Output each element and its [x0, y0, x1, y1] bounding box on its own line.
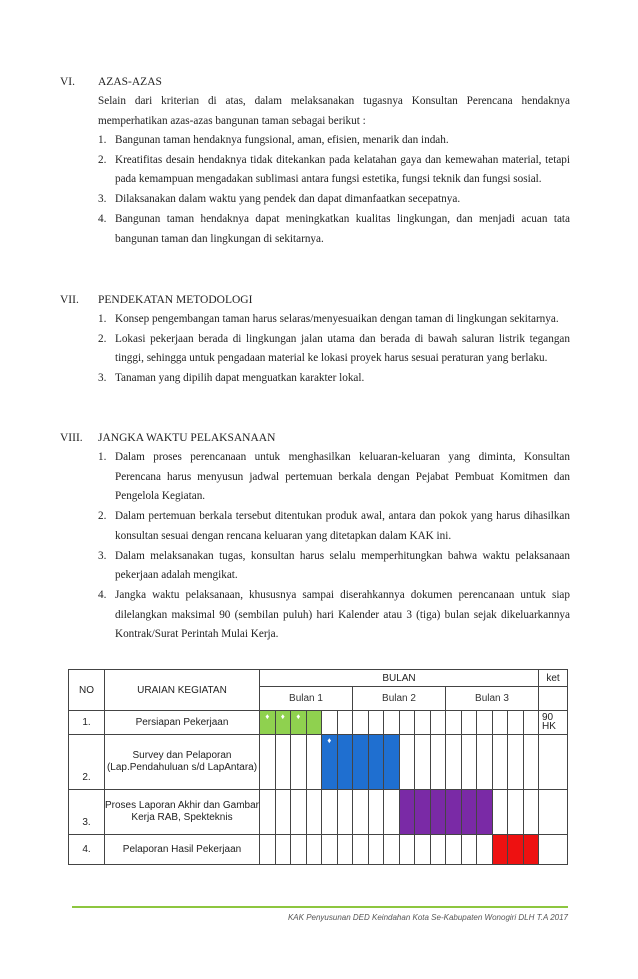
gantt-empty-cell	[291, 790, 307, 835]
gantt-empty-cell	[322, 790, 338, 835]
gantt-empty-cell	[415, 735, 431, 790]
gantt-empty-cell	[492, 790, 508, 835]
gantt-empty-cell	[430, 735, 446, 790]
azas-list	[98, 131, 570, 249]
gantt-empty-cell	[322, 835, 338, 865]
gantt-bar-cell	[399, 790, 415, 835]
gantt-empty-cell	[291, 735, 307, 790]
item-text: Bangunan taman hendaknya fungsional, aman, efisien, menarik dan indah.	[115, 134, 449, 146]
gantt-empty-cell	[446, 735, 462, 790]
gantt-empty-cell	[306, 735, 322, 790]
month-label: Bulan 1	[260, 687, 353, 711]
gantt-empty-cell	[368, 835, 384, 865]
list-item	[98, 448, 570, 507]
gantt-empty-cell	[368, 711, 384, 735]
jangka-waktu-list	[98, 448, 570, 645]
item-text: Jangka waktu pelaksanaan, khususnya sampai diserahkannya dokumen perencanaan untuk siap dilelangkan maksimal 90 (sembilan puluh) hari Kalender atau 3 (tiga) bulan sejak dikeluarkannya Kontrak/Surat Perintah Mulai Kerja.	[115, 588, 570, 641]
gantt-empty-cell	[492, 735, 508, 790]
gantt-bar-cell	[508, 835, 524, 865]
item-text: Bangunan taman hendaknya dapat meningkatkan kualitas lingkungan, dan menjadi acuan tata bangunan taman dan lingkungan di sekitarnya.	[115, 212, 570, 245]
schedule-row	[69, 790, 568, 835]
gantt-empty-cell	[477, 735, 493, 790]
schedule-table	[68, 669, 568, 865]
schedule-row	[69, 735, 568, 790]
item-text: Dalam proses perencanaan untuk menghasilkan keluaran-keluaran yang diminta, Konsultan Perencana harus menyusun jadwal pertemuan berkala dengan Pejabat Pembuat Komitmen dan Pengelola Kegiatan.	[115, 451, 570, 503]
list-item	[98, 190, 570, 210]
item-text: Kreatifitas desain hendaknya tidak ditekankan pada kelatahan gaya dan kemewahan material, tetapi pada kemampuan mengadakan sublimasi antara fungsi estetika, fungsi teknik dan fungsi sosial.	[115, 153, 570, 186]
month-label: Bulan 2	[353, 687, 446, 711]
month-label: Bulan 3	[446, 687, 539, 711]
section-pendekatan	[60, 290, 570, 389]
section-heading	[60, 290, 570, 310]
gantt-empty-cell	[523, 790, 539, 835]
section-title: JANGKA WAKTU PELAKSANAAN	[98, 432, 276, 444]
section-title: AZAS-AZAS	[98, 76, 162, 88]
milestone-icon: ♦	[327, 736, 332, 745]
gantt-bar-cell	[492, 835, 508, 865]
row-number: 3.	[69, 790, 105, 835]
gantt-empty-cell	[322, 711, 338, 735]
row-ket	[539, 790, 568, 835]
row-ket: 90 HK	[539, 711, 568, 735]
milestone-icon: ♦	[296, 712, 301, 721]
gantt-empty-cell	[306, 835, 322, 865]
item-number: 3.	[98, 372, 107, 385]
metodologi-list	[98, 310, 570, 389]
footer-text: KAK Penyusunan DED Keindahan Kota Se-Kabupaten Wonogiri DLH T.A 2017	[287, 913, 568, 922]
header-no: NO	[69, 670, 105, 711]
list-item	[98, 310, 570, 330]
header-bulan: BULAN	[260, 670, 539, 687]
row-number: 1.	[69, 711, 105, 735]
list-item	[98, 131, 570, 151]
list-item	[98, 210, 570, 249]
gantt-bar-cell	[477, 790, 493, 835]
gantt-bar-cell	[322, 735, 338, 790]
gantt-empty-cell	[461, 711, 477, 735]
item-text: Dalam pertemuan berkala tersebut ditentukan produk awal, antara dan pokok yang harus dihasilkan konsultan sesuai dengan rencana keluaran yang ditetapkan dalam KAK ini.	[115, 510, 570, 542]
gantt-empty-cell	[461, 835, 477, 865]
gantt-empty-cell	[399, 711, 415, 735]
gantt-empty-cell	[260, 835, 276, 865]
section-title: PENDEKATAN METODOLOGI	[98, 294, 253, 306]
item-number: 1.	[98, 134, 107, 146]
item-text: Dilaksanakan dalam waktu yang pendek dan dapat dimanfaatkan secepatnya.	[115, 193, 461, 206]
gantt-empty-cell	[523, 735, 539, 790]
section-heading	[60, 428, 570, 448]
section-azas	[60, 72, 570, 249]
ket-blank	[539, 687, 568, 711]
gantt-empty-cell	[384, 711, 400, 735]
row-ket	[539, 835, 568, 865]
gantt-bar-cell	[353, 735, 369, 790]
activity-name: Persiapan Pekerjaan	[105, 711, 260, 735]
gantt-empty-cell	[461, 735, 477, 790]
gantt-empty-cell	[508, 711, 524, 735]
gantt-empty-cell	[275, 735, 291, 790]
gantt-bar-cell	[260, 711, 276, 735]
section-jangka-waktu	[60, 428, 570, 645]
schedule-row	[69, 835, 568, 865]
gantt-empty-cell	[260, 790, 276, 835]
item-number: 1.	[98, 313, 107, 325]
gantt-empty-cell	[477, 711, 493, 735]
milestone-icon: ♦	[280, 712, 285, 721]
footer-rule	[72, 906, 568, 908]
activity-name: Survey dan Pelaporan (Lap.Pendahuluan s/d LapAntara)	[105, 735, 260, 790]
gantt-empty-cell	[368, 790, 384, 835]
item-text: Konsep pengembangan taman harus selaras/menyesuaikan dengan taman di lingkungan sekitarnya.	[115, 313, 559, 325]
gantt-empty-cell	[508, 735, 524, 790]
item-text: Dalam melaksanakan tugas, konsultan harus selalu memperhitungkan bahwa waktu pelaksanaan pekerjaan adalah mengikat.	[115, 549, 570, 582]
header-uraian: URAIAN KEGIATAN	[105, 670, 260, 711]
schedule-row	[69, 711, 568, 735]
gantt-bar-cell	[337, 735, 353, 790]
item-number: 3.	[98, 193, 107, 206]
list-item	[98, 369, 570, 389]
item-number: 3.	[98, 549, 107, 562]
item-number: 4.	[98, 212, 107, 225]
gantt-bar-cell	[275, 711, 291, 735]
item-number: 2.	[98, 153, 107, 166]
gantt-empty-cell	[275, 790, 291, 835]
header-row	[69, 670, 568, 687]
gantt-bar-cell	[430, 790, 446, 835]
gantt-empty-cell	[399, 735, 415, 790]
gantt-empty-cell	[337, 790, 353, 835]
row-ket	[539, 735, 568, 790]
gantt-empty-cell	[508, 790, 524, 835]
gantt-empty-cell	[384, 790, 400, 835]
section-intro: Selain dari kriterian di atas, dalam melaksanakan tugasnya Konsultan Perencana hendaknya memperhatikan azas-azas bangunan taman sebagai berikut :	[98, 95, 570, 127]
gantt-empty-cell	[523, 711, 539, 735]
gantt-empty-cell	[492, 711, 508, 735]
row-number: 4.	[69, 835, 105, 865]
section-number: VII.	[60, 294, 79, 306]
item-text: Lokasi pekerjaan berada di lingkungan jalan utama dan berada di bawah saluran listrik tegangan tinggi, sehingga untuk pengadaan material ke lokasi proyek harus sesuai peraturan yang berlaku.	[115, 332, 570, 365]
gantt-empty-cell	[337, 711, 353, 735]
section-heading	[60, 72, 570, 92]
gantt-empty-cell	[415, 835, 431, 865]
activity-name: Pelaporan Hasil Pekerjaan	[105, 835, 260, 865]
section-number: VIII.	[60, 432, 83, 444]
gantt-empty-cell	[353, 790, 369, 835]
gantt-empty-cell	[306, 790, 322, 835]
item-text: Tanaman yang dipilih dapat menguatkan karakter lokal.	[115, 372, 365, 385]
item-number: 2.	[98, 332, 107, 345]
list-item	[98, 330, 570, 369]
gantt-empty-cell	[384, 835, 400, 865]
row-number: 2.	[69, 735, 105, 790]
gantt-bar-cell	[461, 790, 477, 835]
gantt-empty-cell	[291, 835, 307, 865]
gantt-empty-cell	[430, 711, 446, 735]
gantt-empty-cell	[399, 835, 415, 865]
gantt-bar-cell	[415, 790, 431, 835]
gantt-empty-cell	[446, 711, 462, 735]
gantt-bar-cell	[523, 835, 539, 865]
gantt-empty-cell	[430, 835, 446, 865]
section-number: VI.	[60, 76, 76, 88]
gantt-empty-cell	[260, 735, 276, 790]
gantt-bar-cell	[291, 711, 307, 735]
list-item	[98, 151, 570, 190]
milestone-icon: ♦	[265, 712, 270, 721]
list-item	[98, 547, 570, 586]
gantt-empty-cell	[446, 835, 462, 865]
gantt-empty-cell	[353, 711, 369, 735]
gantt-empty-cell	[477, 835, 493, 865]
gantt-empty-cell	[275, 835, 291, 865]
gantt-empty-cell	[353, 835, 369, 865]
gantt-empty-cell	[415, 711, 431, 735]
header-ket: ket	[539, 670, 568, 687]
gantt-empty-cell	[337, 835, 353, 865]
activity-name: Proses Laporan Akhir dan Gambar Kerja RAB, Spekteknis	[105, 790, 260, 835]
gantt-bar-cell	[384, 735, 400, 790]
item-number: 4.	[98, 588, 107, 601]
item-number: 2.	[98, 510, 107, 523]
list-item	[98, 507, 570, 546]
gantt-bar-cell	[446, 790, 462, 835]
gantt-bar-cell	[368, 735, 384, 790]
list-item	[98, 586, 570, 645]
gantt-bar-cell	[306, 711, 322, 735]
item-number: 1.	[98, 451, 107, 463]
